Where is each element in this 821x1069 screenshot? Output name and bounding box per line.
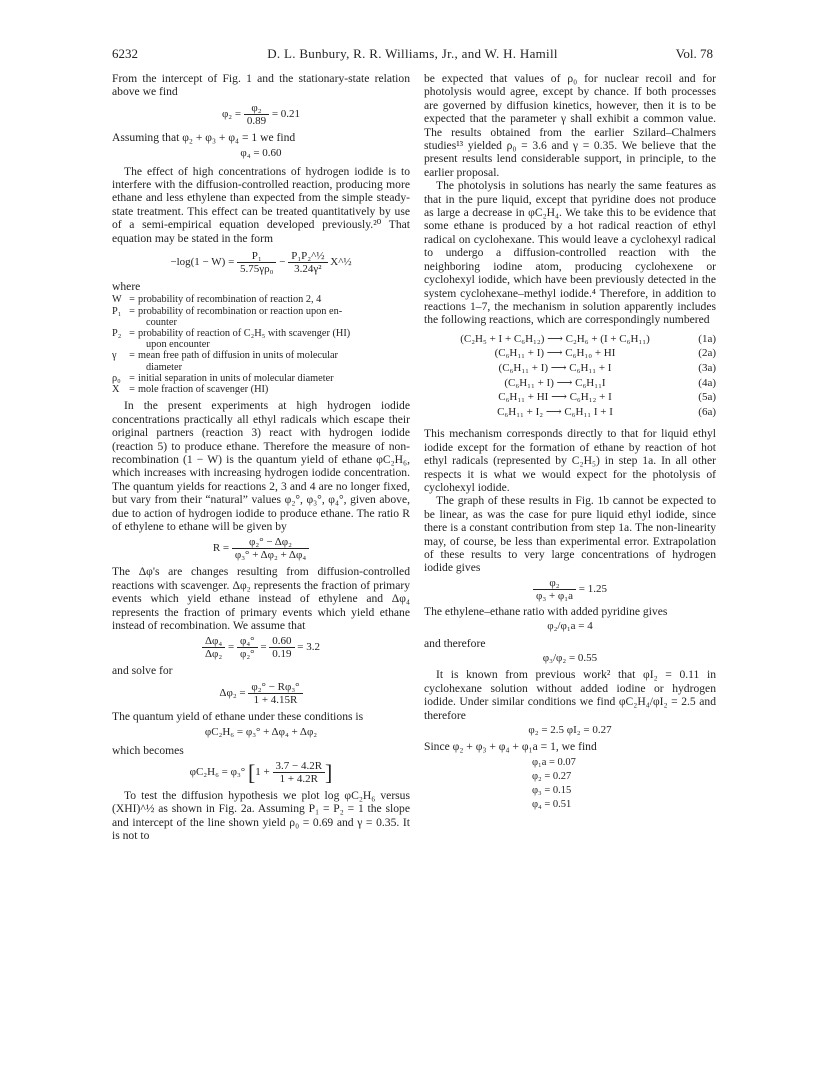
left-column [112, 72, 410, 843]
paragraph: The graph of these results in Fig. 1b cannot be expected to be linear, as was the case for pure liquid ethyl iodide, since there is a constant contribution from step 1a. The non-linearity may, of course, be less than experimental error. Extrapolation of these results to very large concentrations of hydrogen iodide gives [424, 494, 716, 575]
equation-phi3-phi2: φ₃/φ₂ = 0.55 [542, 651, 598, 664]
reaction-row: C₆H₁₁ + HI ⟶ C₆H₁₂ + I (5a) [498, 391, 716, 404]
value-line: φ₄ = 0.51 [532, 798, 572, 810]
value-line: φ₂ = 0.27 [532, 770, 572, 782]
paragraph: The Δφ's are changes resulting from diffusion-controlled reactions with scavenger. Δφ₂ represents the fraction of primary events which yield ethane instead of ethylene and Δφ₄ represents the fraction of primary events which yield ethane instead of recombination. We assume that [112, 565, 410, 632]
paragraph: Assuming that φ₂ + φ₃ + φ₄ = 1 we find [112, 130, 296, 144]
equation-delta-phi2: Δφ₂ = $\frac{\text{φ₂° − Rφ₃°}}{1 + 4.15R}$ [112, 681, 410, 706]
paragraph: To test the diffusion hypothesis we plot log φC₂H₆ versus (XHI)^½ as shown in Fig. 2a. Assuming P₁ = P₂ = 1 the slope and intercept of the line shown yield ρ₀ = 0.69 and γ = 0.35. It is not to [112, 789, 410, 843]
paragraph: be expected that values of ρ₀ for nuclear recoil and for photolysis would agree, except by chance. If both processes are governed by diffusion kinetics, however, then it is to be expected that the parameter γ shall exhibit a common value. The results obtained from the earlier Szilard–Chalmers studies¹³ yielded ρ₀ = 3.6 and γ = 0.35. We believe that the present results lend considerable support, in principle, to the earlier proposal. [424, 72, 716, 179]
equation-pyridine-ratio: φ₂/φ₁a = 4 [547, 620, 593, 633]
equation-diffusion: −log(1 − W) = $\frac{\text{P₁}}{\text{5.75γρ₀}}$ − $\frac{\text{P₁P₂\textasciicircum{}½}}{\text{3.24γ²}}$ X^½ [170, 250, 352, 276]
paragraph: and therefore [424, 636, 486, 650]
definition-item: W = probability of recombination of reaction 2, 4 [112, 294, 322, 306]
definition-item: P₁ = probability of recombination or reaction upon en- [112, 305, 343, 317]
equation-ratio-R: R = $\frac{\text{φ₂° − Δφ₂}}{\text{φ₃° + Δφ₂ + Δφ₄}}$ [112, 536, 410, 561]
volume-label: Vol. 78 [675, 46, 713, 61]
paragraph: From the intercept of Fig. 1 and the stationary-state relation above we find [112, 72, 410, 99]
definition-item: ρ₀ = initial separation in units of molecular diameter [112, 372, 334, 384]
definition-item: P₂ = probability of reaction of C₂H₅ with scavenger (HI) [112, 328, 351, 340]
right-column [424, 72, 716, 812]
reaction-row: (C₂H₅ + I + C₆H₁₂) ⟶ C₂H₆ + (I + C₆H₁₁) (1a) [460, 332, 716, 345]
reaction-row: (C₆H₁₁ + I) ⟶ C₆H₁₀ + HI (2a) [494, 347, 716, 360]
paragraph: This mechanism corresponds directly to that for liquid ethyl iodide except for the formation of ethane by reaction of hot ethyl radicals (represented by C₂H₅) in step 1a. In all other respects it is what we would expect for the photolysis of cyclohexyl iodide. [424, 427, 716, 494]
reaction-row: (C₆H₁₁ + I) ⟶ C₆H₁₁I (4a) [504, 376, 716, 389]
running-header [112, 46, 713, 64]
equation-assumption: $\frac{\text{Δφ₄}}{\text{Δφ₂}}$ = $\frac{\text{φ₄°}}{\text{φ₂°}}$ = $\frac{0.60}{0.19}$ = 3.2 [112, 635, 410, 660]
paragraph: The ethylene–ethane ratio with added pyridine gives [424, 604, 668, 618]
equation-ethane-final: φC₂H₆ = φ₃° [1 + $\frac{3.7 - 4.2R}{1 + 4.2R}$ ] [189, 759, 333, 786]
reaction-row: C₆H₁₁ + I₂ ⟶ C₆H₁₁ I + I (6a) [497, 405, 716, 418]
equation-phi2-value: φ₂ = 2.5 φI₂ = 0.27 [528, 724, 612, 736]
paragraph: The photolysis in solutions has nearly the same features as that in the pure liquid, except that pyridine does not produce as large a decrease in φC₂H₄. We take this to be evidence that some ethane is produced by a hot radical reaction of ethyl radical on cyclohexane. This would leave a cyclohexyl radical to undergo a diffusion-controlled reaction with the neighboring iodine atom, producing cyclohexene or cyclohexyl iodide, which have been previously detected in the system cyclohexane–methyl iodide.⁴ Therefore, in addition to reactions 1–7, the mechanism in solution apparently includes the following reactions, which are correspondingly numbered [424, 179, 716, 327]
value-line: φ₁a = 0.07 [532, 756, 576, 768]
reaction-list [424, 332, 716, 420]
final-values [424, 756, 716, 812]
equation-ethane-yield: φC₂H₆ = φ₃° + Δφ₄ + Δφ₂ [204, 726, 318, 739]
paragraph: and solve for [112, 664, 173, 678]
paragraph: In the present experiments at high hydrogen iodide concentrations practically all ethyl radicals which escape their original partners (reaction 3) react with hydrogen iodide (reaction 5) to produce ethane. Therefore the measure of non-recombination (1 − W) is the quantum yield of ethane φC₂H₆, which increases with increasing hydrogen iodide concentration. The quantum yields for reactions 2, 3 and 4 are no longer fixed, but vary from their “natural” values φ₂°, φ₃°, φ₄°, given above, due to action of hydrogen iodide to produce ethane. The ratio R of ethylene to ethane will be given by [112, 399, 410, 533]
definition-item: X = mole fraction of scavenger (HI) [112, 384, 269, 396]
page-number: 6232 [112, 46, 138, 61]
value-line: φ₃ = 0.15 [532, 784, 572, 796]
definition-item: γ = mean free path of diffusion in units of molecular [112, 350, 338, 362]
equation-extrapolation: $\frac{\text{φ₂}}{\text{φ₃ + φ₁a}}$ = 1.25 [424, 577, 716, 602]
definitions-list: W = probability of recombination of reaction 2, 4 P₁ = probability of recombination or reaction upon en- counter P₂ = probability of reaction of C₂H₅ with scavenger (HI) upon encounter γ = mean free path of diffusion in units of molecular diameter ρ₀ = initial separation in units of molecular diameter X = mole fraction of scavenger (HI) [112, 294, 410, 395]
equation-phi2: φ₂ = $\frac{\text{φ₂}}{0.89}$ = 0.21 [221, 101, 301, 127]
paragraph: It is known from previous work² that φI₂ = 0.11 in cyclohexane solution without added iodine or hydrogen iodide. Under similar conditions we find φC₂H₄/φI₂ = 2.5 and therefore [424, 668, 716, 722]
reaction-row: (C₆H₁₁ + I) ⟶ C₆H₁₁ + I (3a) [498, 361, 716, 374]
paragraph: Since φ₂ + φ₃ + φ₄ + φ₁a = 1, we find [424, 740, 597, 754]
running-authors: D. L. Bunbury, R. R. Williams, Jr., and W. H. Hamill [267, 46, 558, 61]
equation-phi4: φ₄ = 0.60 [240, 147, 282, 160]
paragraph: The effect of high concentrations of hydrogen iodide is to interfere with the diffusion-controlled reaction, producing more ethane and less ethylene than expected from the simple steady-state treatment. This effect can be treated quantitatively by use of a semi-empirical equation developed previously.²⁰ That equation may be stated in the form [112, 164, 410, 245]
paragraph: where [112, 280, 141, 294]
paragraph: which becomes [112, 743, 184, 757]
paragraph: The quantum yield of ethane under these conditions is [112, 709, 364, 723]
